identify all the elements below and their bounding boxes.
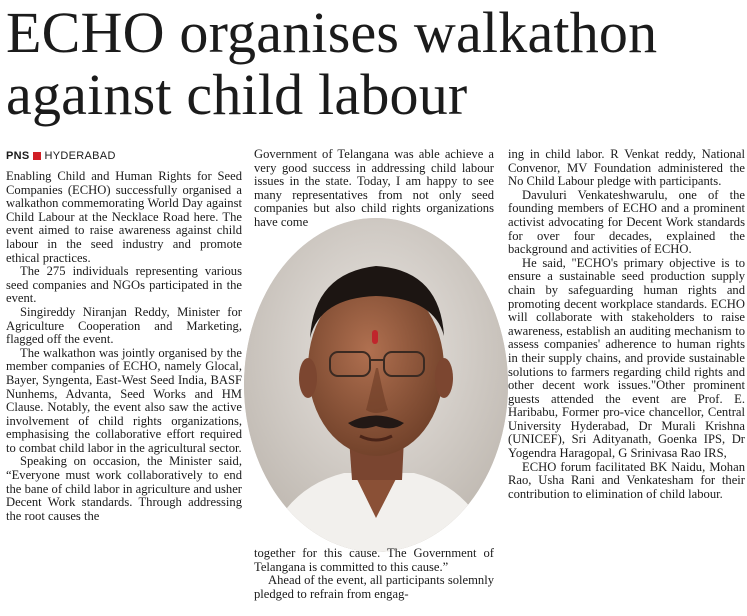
byline-square-icon <box>33 152 41 160</box>
paragraph: He said, "ECHO's primary objective is to ensure a sustainable seed production supply chain by safeguarding human rights and promoting decent workplace standards. ECHO will collaborate with stakeholders to raise awareness, establish an auditing mechanism to assess companies' adherence to human rights in their supply chains, and provide sustainable solutions to farmers regarding child rights and other decent work issues."Other prominent guests attended the event are Prof. E. Haribabu, Former pro-vice chancellor, Central University Hyderabad, Dr Murali Krishna (UNICEF), Sri Adityanath, Goenka IPS, Dr Yogendra Haragopal, G Srinivasa Rao IRS, <box>508 255 745 461</box>
byline-agency: PNS <box>6 150 30 162</box>
byline-location: HYDERABAD <box>44 150 116 162</box>
paragraph: The 275 individuals representing various seed companies and NGOs participated in the event. <box>6 264 242 306</box>
byline <box>6 150 116 162</box>
article-column-1 <box>6 170 242 523</box>
article-column-3 <box>508 148 745 501</box>
paragraph: Davuluri Venkateshwarulu, one of the founding members of ECHO and a prominent activist advocating for Decent Work standards for over four decades, explained the background and activities of ECHO. <box>508 187 745 257</box>
paragraph: ing in child labor. R Venkat reddy, National Convenor, MV Foundation administered the No Child Labour pledge with participants. <box>508 147 745 189</box>
paragraph: Ahead of the event, all participants solemnly pledged to refrain from engag- <box>254 573 494 601</box>
paragraph: Government of Telangana was able achieve a very good success in addressing child labour issues in the state. Today, I am happy to see many representatives from not only seed companies but also child rights organizations have come <box>254 147 494 229</box>
paragraph: Singireddy Niranjan Reddy, Minister for Agriculture Cooperation and Marketing, flagged off the event. <box>6 304 242 347</box>
headline: ECHO organises walkathon against child labour <box>6 0 658 127</box>
paragraph: Speaking on occasion, the Minister said, “Everyone must work collaboratively to end the bane of child labor in agriculture and usher Decent Work standards. Through addressing the root causes the <box>6 454 242 523</box>
paragraph: Enabling Child and Human Rights for Seed Companies (ECHO) successfully organised a walkathon commemorating World Day against Child Labour at the Necklace Road here. The event aimed to raise awareness against child labour in the seed industry and promote ethical practices. <box>6 169 242 265</box>
paragraph: The walkathon was jointly organised by the member companies of ECHO, namely Glocal, Bayer, Syngenta, East-West Seed India, BASF Nunhems, Advanta, Seed Works and HM Clause. Notably, the event also saw the active involvement of child rights organizations, emphasising the collaborative effort required to combat child labor in the agricultural sector. <box>6 345 242 455</box>
paragraph: together for this cause. The Government of Telangana is committed to this cause.” <box>254 546 494 574</box>
minister-portrait-photo <box>244 218 508 552</box>
paragraph: ECHO forum facilitated BK Naidu, Mohan Rao, Usha Rani and Venkatesham for their contribution to elimination of child labour. <box>508 459 745 501</box>
article-column-2-bottom <box>254 547 494 601</box>
